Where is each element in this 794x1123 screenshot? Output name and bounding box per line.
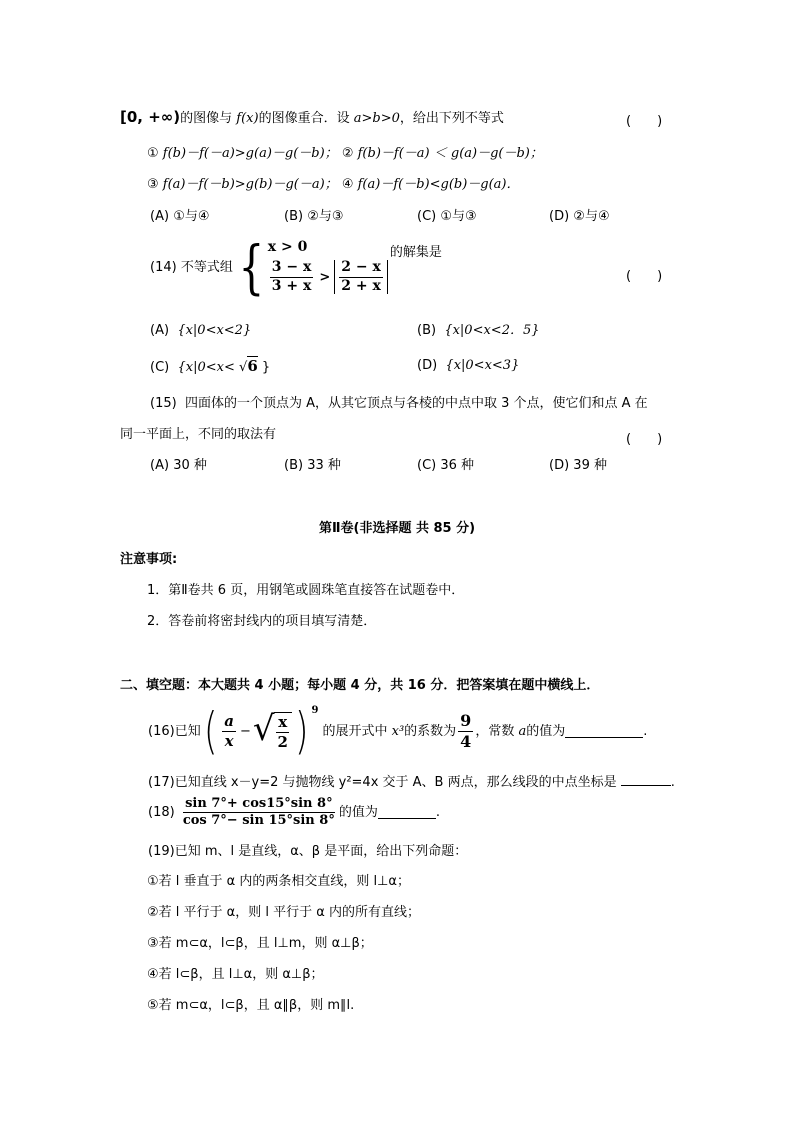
system-row-2: $\frac{3 - x}{3 + x}$ > $\frac{2 - x}{2 + x}$ bbox=[268, 260, 388, 294]
left-paren-icon: ( bbox=[203, 702, 218, 760]
ineq-1: f(b)－f(－a)>g(a)－g(－b)； bbox=[162, 146, 338, 161]
section2-heading: 二、填空题：本大题共 4 小题；每小题 4 分，共 16 分．把答案填在题中横线上． bbox=[120, 678, 600, 693]
q13-ineq-row-2 bbox=[147, 178, 520, 191]
circled-3: ③ bbox=[147, 177, 159, 192]
circled-2: ② bbox=[341, 146, 354, 161]
q15-number: (15) bbox=[150, 396, 177, 411]
q15-line-1 bbox=[150, 397, 648, 410]
q13-option-d[interactable]: (D) ②与④ bbox=[549, 209, 610, 224]
note-1: 1．第Ⅱ卷共 6 页，用钢笔或圆珠笔直接答在试题卷中． bbox=[147, 583, 465, 598]
term: x³ bbox=[391, 723, 405, 739]
q13-text-a: 的图像与 bbox=[180, 111, 233, 126]
q13-stem bbox=[120, 110, 504, 125]
q15-line-2: 同一平面上，不同的取法有 bbox=[120, 427, 277, 442]
q14-option-a[interactable]: (A) {x|0<x<2} bbox=[150, 323, 252, 338]
q16-prefix: 已知 bbox=[174, 723, 201, 739]
q13-text-c: ，给出下列不等式 bbox=[399, 111, 504, 126]
q18-stem: (18) $\frac{\sin 7^\circ+ \cos 15^\circ\sin 8^\circ}{\cos 7^\circ- \sin 15^\circ\sin 8^\circ}$ 的值为 . bbox=[148, 796, 440, 829]
interval: [0, +∞) bbox=[120, 108, 181, 126]
ineq-2: f(b)－f(－a) ＜ g(a)－g(－b)； bbox=[357, 146, 543, 161]
q15-option-c[interactable]: (C) 36 种 bbox=[417, 458, 475, 473]
q14-prefix: 不等式组 bbox=[180, 259, 233, 275]
q15-answer-paren[interactable]: ( ) bbox=[626, 432, 663, 447]
q19-prop-5: ⑤若 m⊂α，l⊂β，且 α∥β，则 m∥l. bbox=[147, 998, 355, 1013]
q13-option-a[interactable]: (A) ①与④ bbox=[150, 209, 210, 224]
sqrt-icon: √ $\frac{x}{2}$ bbox=[253, 712, 292, 750]
inequality-system bbox=[233, 233, 388, 301]
condition: a>b>0 bbox=[353, 111, 400, 126]
q15-option-b[interactable]: (B) 33 种 bbox=[284, 458, 341, 473]
q19-prop-1: ①若 l 垂直于 α 内的两条相交直线，则 l⊥α； bbox=[147, 874, 411, 889]
q13-option-c[interactable]: (C) ①与③ bbox=[417, 209, 477, 224]
system-row-1: x > 0 bbox=[267, 239, 308, 256]
q14-suffix: 的解集是 bbox=[389, 244, 442, 260]
circled-1: ① bbox=[147, 146, 159, 161]
q14-number: (14) bbox=[150, 259, 177, 275]
q15-text-1: 四面体的一个顶点为 A，从其它顶点与各棱的中点中取 3 个点，使它们和点 A 在 bbox=[184, 396, 648, 411]
exponent: 9 bbox=[311, 705, 319, 716]
q14-option-c[interactable]: (C) {x|0<x< √6 } bbox=[150, 357, 271, 375]
ineq-4: f(a)－f(－b)<g(b)－g(a)． bbox=[357, 177, 520, 192]
q14-option-d[interactable]: (D) {x|0<x<3} bbox=[417, 358, 520, 373]
ineq-3: f(a)－f(－b)>g(b)－g(－a)； bbox=[162, 177, 338, 192]
q19-prop-4: ④若 l⊂β，且 l⊥α，则 α⊥β； bbox=[147, 967, 324, 982]
q16-answer-blank[interactable] bbox=[565, 725, 643, 738]
q19-intro: (19)已知 m、l 是直线，α、β 是平面，给出下列命题： bbox=[148, 844, 468, 859]
q15-option-d[interactable]: (D) 39 种 bbox=[549, 458, 607, 473]
notes-heading: 注意事项: bbox=[120, 552, 178, 567]
q14-answer-paren[interactable]: ( ) bbox=[626, 269, 663, 284]
q13-answer-paren[interactable]: ( ) bbox=[626, 114, 663, 129]
q18-answer-blank[interactable] bbox=[378, 806, 436, 819]
fx: f(x) bbox=[236, 111, 259, 126]
sqrt-icon: √ bbox=[239, 360, 248, 375]
q13-ineq-row-1 bbox=[147, 147, 543, 160]
circled-4: ④ bbox=[341, 177, 354, 192]
note-2: 2．答卷前将密封线内的项目填写清楚． bbox=[147, 614, 377, 629]
q19-prop-2: ②若 l 平行于 α，则 l 平行于 α 内的所有直线； bbox=[147, 905, 420, 920]
q13-option-b[interactable]: (B) ②与③ bbox=[284, 209, 344, 224]
q17-stem: (17)已知直线 x－y=2 与抛物线 y²=4x 交于 A、B 两点，那么线段的中点坐标是 . bbox=[148, 775, 675, 790]
part2-title: 第Ⅱ卷(非选择题 共 85 分) bbox=[318, 521, 476, 536]
q16-number: (16) bbox=[148, 723, 175, 739]
q14-option-b[interactable]: (B) {x|0<x<2．5} bbox=[417, 323, 540, 338]
q15-option-a[interactable]: (A) 30 种 bbox=[150, 458, 207, 473]
q13-text-b: 的图像重合．设 bbox=[258, 111, 350, 126]
left-brace-icon: { bbox=[238, 233, 265, 301]
q19-prop-3: ③若 m⊂α，l⊂β，且 l⊥m，则 α⊥β； bbox=[147, 936, 373, 951]
q17-answer-blank[interactable] bbox=[621, 773, 671, 786]
q14-stem bbox=[150, 233, 442, 301]
right-paren-icon: ) bbox=[294, 702, 309, 760]
q16-stem: (16) 已知 ( $\frac{a}{x}$ − √ $\frac{x}{2}$ ) $^9$ 的展开式中 x³ 的系数为 $\frac{9}{4}$ ，常数 a 的值为 . bbox=[148, 702, 648, 760]
